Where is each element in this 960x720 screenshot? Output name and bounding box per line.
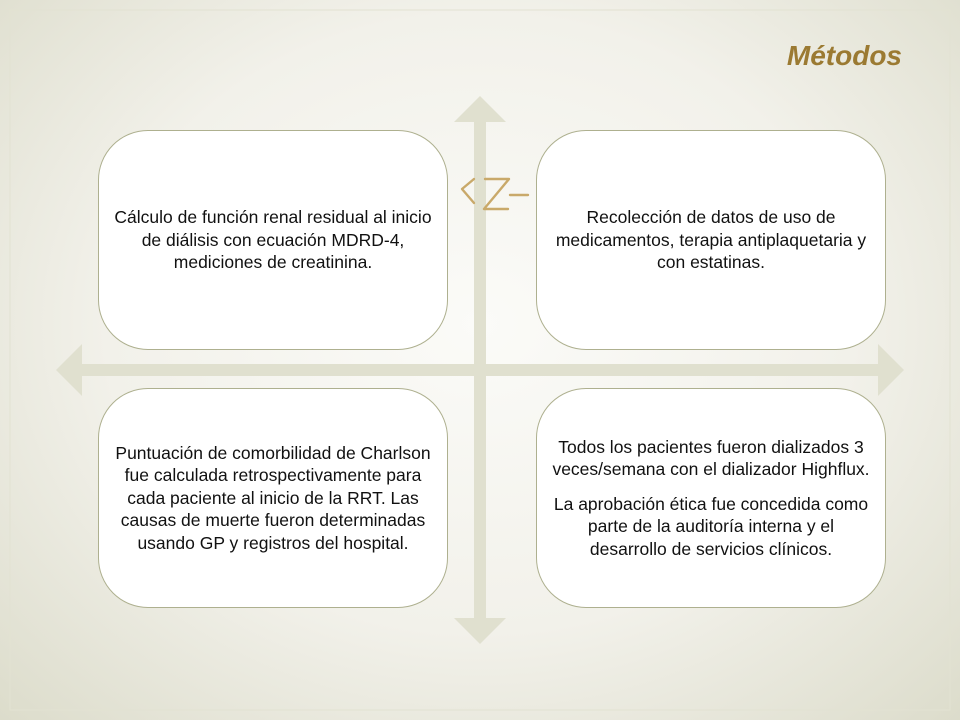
box-text: Puntuación de comorbilidad de Charlson fue calculada retrospectivamente para cada paciente al inicio de la RRT. Las causas de muerte fueron determinadas usando GP y registros del hospital.: [115, 443, 431, 553]
decorative-z-glyph-icon: [452, 165, 532, 225]
box-paragraph-dialysis: Todos los pacientes fueron dializados 3 veces/semana con el dializador Highflux.: [552, 437, 870, 480]
slide-title: Métodos: [786, 40, 902, 71]
methods-box-renal-function: [98, 130, 448, 350]
box-text: Recolección de datos de uso de medicamentos, terapia antiplaquetaria y con estatinas.: [555, 207, 867, 273]
box-paragraph-ethics: La aprobación ética fue concedida como parte de la auditoría interna y el desarrollo de servicios clínicos.: [553, 493, 869, 559]
methods-box-dialysis-ethics: [536, 388, 886, 608]
box-text: Cálculo de función renal residual al inicio de diálisis con ecuación MDRD-4, mediciones de creatinina.: [114, 207, 432, 273]
methods-box-charlson-score: [98, 388, 448, 608]
methods-box-medication-data: [536, 130, 886, 350]
